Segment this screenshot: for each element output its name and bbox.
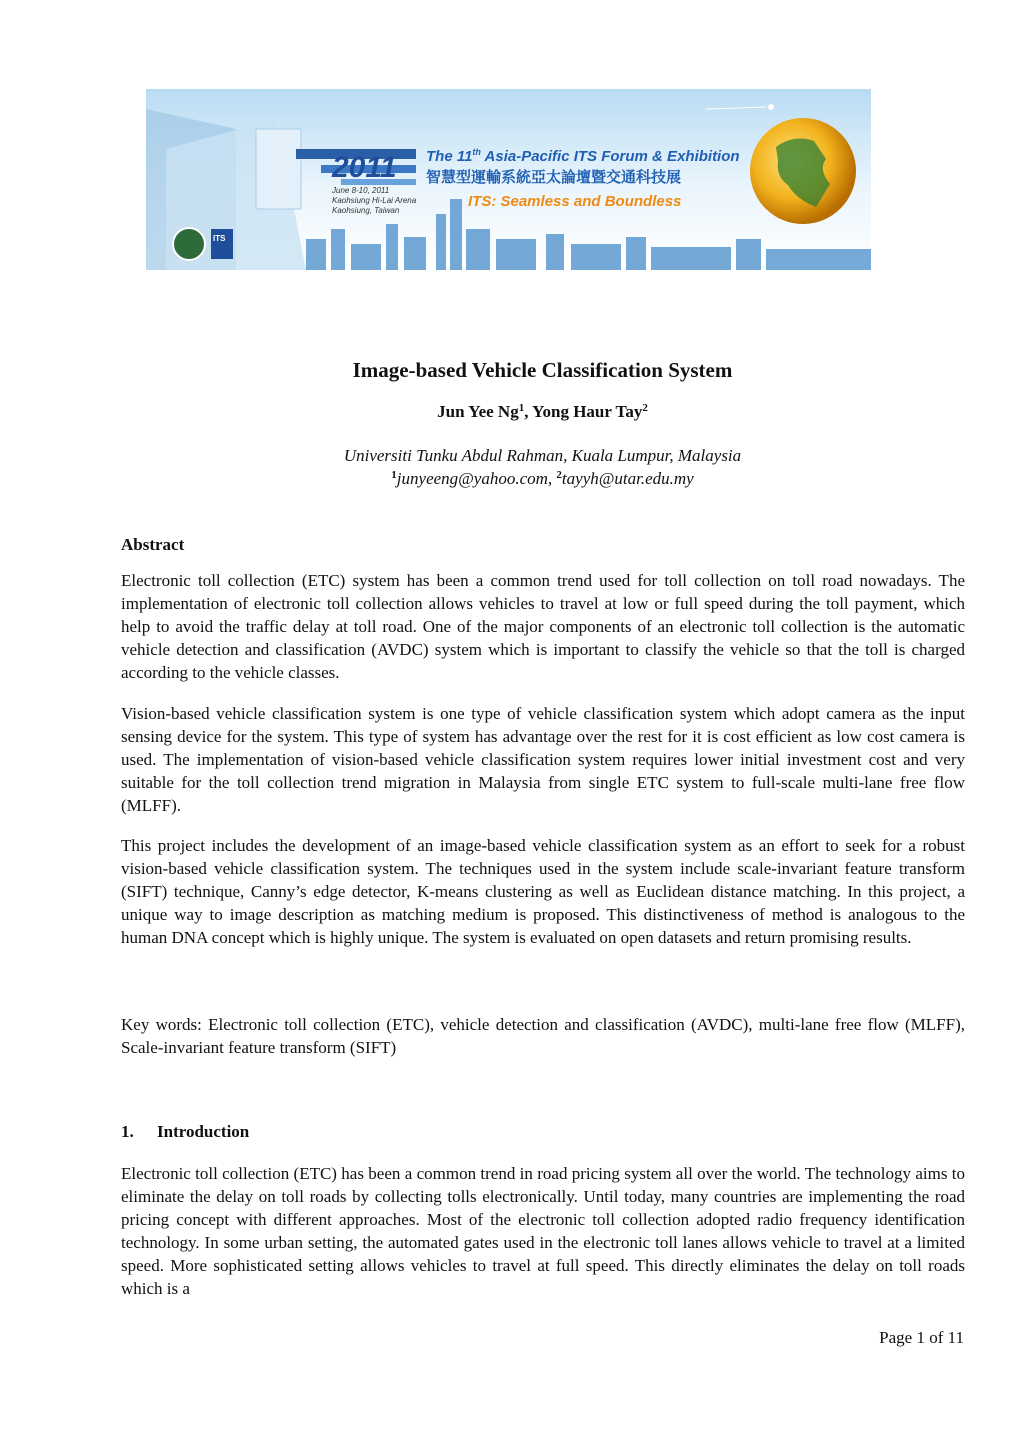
author-1: Jun Yee Ng bbox=[437, 402, 519, 421]
author-separator: , bbox=[524, 402, 533, 421]
section-heading-introduction bbox=[121, 1120, 965, 1143]
abstract-heading: Abstract bbox=[121, 535, 185, 554]
banner-year: 2011 bbox=[332, 151, 397, 184]
banner-venue: Kaohsiung Hi-Lai Arena bbox=[332, 196, 417, 205]
paper-authors bbox=[0, 402, 1024, 422]
email-2-sup: 2 bbox=[556, 469, 562, 481]
email-1-sup: 1 bbox=[391, 469, 397, 481]
section-title: Introduction bbox=[157, 1122, 250, 1141]
section-number: 1. bbox=[121, 1122, 134, 1141]
keywords: Key words: Electronic toll collection (ETC), vehicle detection and classification (AVDC), multi-lane free flow (MLFF), Scale-invariant feature transform (SIFT) bbox=[121, 1015, 965, 1057]
author-1-sup: 1 bbox=[518, 402, 525, 414]
banner-date: June 8-10, 2011 bbox=[332, 186, 390, 195]
page-number: Page 1 of 11 bbox=[879, 1328, 964, 1347]
author-2-sup: 2 bbox=[642, 402, 648, 414]
affiliation: Universiti Tunku Abdul Rahman, Kuala Lumpur, Malaysia bbox=[343, 446, 742, 465]
emails bbox=[0, 467, 1024, 490]
abstract-paragraph-3: This project includes the development of an image-based vehicle classification system as an effort to seek for a robust vision-based vehicle classification system. The techniques used in the system include scale-invariant feature transform (SIFT) technique, Canny’s edge detector, K-means clustering as well as Euclidean distance matching. In this project, a unique way to image description as matching medium is proposed. This distinctiveness of method is analogous to the human DNA concept which is highly unique. The system is evaluated on open datasets and return promising results. bbox=[121, 836, 965, 947]
conference-banner bbox=[146, 89, 871, 270]
banner-forum-title: The 11th Asia-Pacific ITS Forum & Exhibition bbox=[426, 147, 740, 165]
its-logo-text: ITS bbox=[213, 234, 226, 243]
banner-city: Kaohsiung, Taiwan bbox=[332, 206, 400, 215]
author-2: Yong Haur Tay bbox=[532, 402, 643, 421]
email-1: junyeeng@yahoo.com, bbox=[396, 469, 557, 488]
paper-title: Image-based Vehicle Classification System bbox=[352, 358, 733, 382]
abstract-paragraph-2: Vision-based vehicle classification system is one type of vehicle classification system which adopt camera as the input sensing device for the system. This type of system has advantage over the rest for it is cost efficient as low cost camera is used. The implementation of vision-based vehicle classification system requires lower initial investment cost and very suitable for the toll collection trend migration in Malaysia from single ETC system to full-scale multi-lane free flow (MLFF). bbox=[121, 704, 965, 815]
banner-artwork bbox=[146, 89, 871, 270]
ministry-logo-icon bbox=[173, 228, 205, 260]
email-2: tayyh@utar.edu.my bbox=[561, 469, 694, 488]
banner-slogan: ITS: Seamless and Boundless bbox=[468, 193, 682, 210]
affiliation-block bbox=[0, 444, 1024, 490]
banner-chinese-title: 智慧型運輸系統亞太論壇暨交通科技展 bbox=[426, 168, 682, 186]
introduction-paragraph-1: Electronic toll collection (ETC) has been a common trend in road pricing system all over the world. The technology aims to eliminate the delay on toll roads by collecting tolls electronically. Until today, many countries are implementing the road pricing concept with different approaches. Most of the electronic toll collection adopted radio frequency identification technology. In some urban setting, the automated gates used in the electronic toll lanes allows vehicle to travel at a limited speed. More sophisticated setting allows vehicles to travel at full speed. This directly eliminates the delay on toll roads which is a bbox=[121, 1164, 965, 1298]
abstract-paragraph-1: Electronic toll collection (ETC) system has been a common trend used for toll collection on toll road nowadays. The implementation of electronic toll collection allows vehicles to travel at low or full speed during the toll payment, which help to avoid the traffic delay at toll road. One of the major components of an electronic toll collection is the automatic vehicle detection and classification (AVDC) system which is important to classify the vehicle so that the toll is charged according to the vehicle classes. bbox=[121, 571, 965, 682]
